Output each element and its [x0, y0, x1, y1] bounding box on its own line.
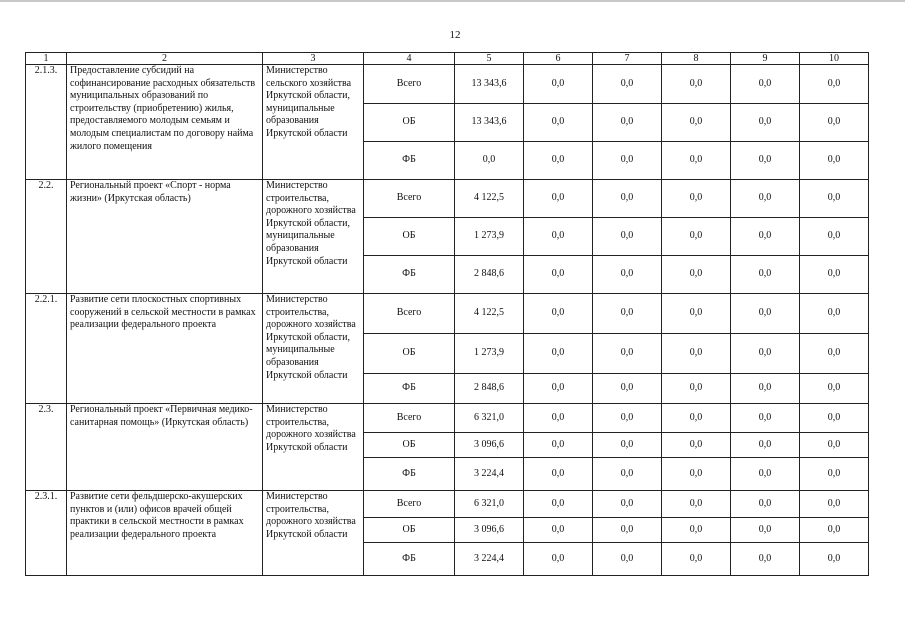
amount-cell: 2 848,6 — [455, 374, 524, 404]
column-number: 5 — [455, 53, 524, 65]
amount-cell: 0,0 — [731, 104, 800, 142]
amount-cell: 0,0 — [800, 65, 869, 104]
item-name: Региональный проект «Спорт - норма жизни» (Иркутская область) — [67, 180, 263, 294]
amount-cell: 0,0 — [662, 458, 731, 491]
amount-cell: 0,0 — [731, 374, 800, 404]
amount-cell: 0,0 — [524, 491, 593, 518]
item-code: 2.2. — [26, 180, 67, 294]
amount-cell: 0,0 — [662, 256, 731, 294]
table-row — [26, 294, 869, 334]
amount-cell: 0,0 — [593, 294, 662, 334]
amount-cell: 0,0 — [593, 374, 662, 404]
amount-cell: 0,0 — [800, 433, 869, 458]
amount-cell: 0,0 — [800, 491, 869, 518]
amount-cell: 0,0 — [524, 334, 593, 374]
responsible-org: Министерство строительства, дорожного хозяйства Иркутской области, муниципальные образования Иркутской области — [263, 294, 364, 404]
amount-cell: 0,0 — [662, 294, 731, 334]
amount-cell: 0,0 — [731, 543, 800, 576]
amount-cell: 0,0 — [731, 218, 800, 256]
amount-cell: 0,0 — [524, 433, 593, 458]
amount-cell: 2 848,6 — [455, 256, 524, 294]
amount-cell: 0,0 — [731, 518, 800, 543]
column-number: 6 — [524, 53, 593, 65]
amount-cell: 0,0 — [731, 180, 800, 218]
column-number: 3 — [263, 53, 364, 65]
amount-cell: 0,0 — [800, 104, 869, 142]
responsible-org: Министерство строительства, дорожного хозяйства Иркутской области — [263, 491, 364, 576]
amount-cell: 0,0 — [800, 404, 869, 433]
amount-cell: 0,0 — [524, 104, 593, 142]
amount-cell: 0,0 — [524, 218, 593, 256]
item-name: Развитие сети плоскостных спортивных сооружений в сельской местности в рамках реализации федерального проекта — [67, 294, 263, 404]
amount-cell: 0,0 — [593, 433, 662, 458]
amount-cell: 3 096,6 — [455, 433, 524, 458]
amount-cell: 0,0 — [593, 334, 662, 374]
amount-cell: 0,0 — [800, 256, 869, 294]
amount-cell: 0,0 — [662, 218, 731, 256]
column-number: 8 — [662, 53, 731, 65]
item-code: 2.3.1. — [26, 491, 67, 576]
responsible-org: Министерство строительства, дорожного хозяйства Иркутской области, муниципальные образования Иркутской области — [263, 180, 364, 294]
amount-cell: 0,0 — [593, 65, 662, 104]
column-number: 1 — [26, 53, 67, 65]
amount-cell: 0,0 — [524, 543, 593, 576]
amount-cell: 0,0 — [524, 256, 593, 294]
responsible-org: Министерство сельского хозяйства Иркутской области, муниципальные образования Иркутской области — [263, 65, 364, 180]
amount-cell: 0,0 — [800, 294, 869, 334]
amount-cell: 13 343,6 — [455, 104, 524, 142]
amount-cell: 6 321,0 — [455, 404, 524, 433]
funding-source: ОБ — [364, 104, 455, 142]
funding-source: ФБ — [364, 256, 455, 294]
amount-cell: 0,0 — [662, 404, 731, 433]
amount-cell: 0,0 — [593, 256, 662, 294]
amount-cell: 0,0 — [662, 334, 731, 374]
amount-cell: 4 122,5 — [455, 294, 524, 334]
amount-cell: 0,0 — [662, 374, 731, 404]
funding-source: ОБ — [364, 518, 455, 543]
amount-cell: 0,0 — [593, 491, 662, 518]
amount-cell: 0,0 — [593, 104, 662, 142]
amount-cell: 4 122,5 — [455, 180, 524, 218]
page-top-rule — [0, 0, 905, 2]
item-code: 2.3. — [26, 404, 67, 491]
amount-cell: 0,0 — [593, 458, 662, 491]
amount-cell: 0,0 — [662, 65, 731, 104]
amount-cell: 0,0 — [800, 458, 869, 491]
funding-source: Всего — [364, 404, 455, 433]
amount-cell: 0,0 — [524, 404, 593, 433]
amount-cell: 0,0 — [662, 180, 731, 218]
amount-cell: 0,0 — [800, 218, 869, 256]
amount-cell: 0,0 — [731, 256, 800, 294]
item-name: Предоставление субсидий на софинансирование расходных обязательств муниципальных образований по строительству (приобретению) жилья, предоставляемого молодым семьям и молодым специалистам по договору найма жилого помещения — [67, 65, 263, 180]
budget-table — [25, 52, 869, 576]
amount-cell: 0,0 — [800, 543, 869, 576]
amount-cell: 0,0 — [593, 543, 662, 576]
amount-cell: 0,0 — [662, 543, 731, 576]
amount-cell: 0,0 — [593, 404, 662, 433]
amount-cell: 0,0 — [524, 518, 593, 543]
funding-source: ФБ — [364, 458, 455, 491]
funding-source: ОБ — [364, 334, 455, 374]
amount-cell: 0,0 — [731, 334, 800, 374]
amount-cell: 0,0 — [524, 65, 593, 104]
amount-cell: 1 273,9 — [455, 334, 524, 374]
amount-cell: 0,0 — [524, 180, 593, 218]
funding-source: Всего — [364, 294, 455, 334]
amount-cell: 0,0 — [731, 458, 800, 491]
amount-cell: 1 273,9 — [455, 218, 524, 256]
amount-cell: 0,0 — [662, 491, 731, 518]
amount-cell: 0,0 — [593, 218, 662, 256]
funding-source: ОБ — [364, 218, 455, 256]
amount-cell: 0,0 — [800, 518, 869, 543]
amount-cell: 0,0 — [593, 180, 662, 218]
amount-cell: 0,0 — [731, 491, 800, 518]
table-body — [26, 53, 869, 576]
item-name: Региональный проект «Первичная медико-санитарная помощь» (Иркутская область) — [67, 404, 263, 491]
amount-cell: 0,0 — [731, 142, 800, 180]
item-name: Развитие сети фельдшерско-акушерских пунктов и (или) офисов врачей общей практики в сельской местности в рамках реализации федерального проекта — [67, 491, 263, 576]
amount-cell: 0,0 — [731, 404, 800, 433]
funding-source: Всего — [364, 180, 455, 218]
funding-source: ОБ — [364, 433, 455, 458]
amount-cell: 3 096,6 — [455, 518, 524, 543]
funding-source: Всего — [364, 491, 455, 518]
amount-cell: 0,0 — [593, 518, 662, 543]
amount-cell: 0,0 — [593, 142, 662, 180]
amount-cell: 0,0 — [800, 374, 869, 404]
funding-source: Всего — [364, 65, 455, 104]
amount-cell: 0,0 — [455, 142, 524, 180]
column-number: 7 — [593, 53, 662, 65]
amount-cell: 0,0 — [662, 104, 731, 142]
amount-cell: 6 321,0 — [455, 491, 524, 518]
table-row — [26, 491, 869, 518]
funding-source: ФБ — [364, 543, 455, 576]
amount-cell: 0,0 — [800, 334, 869, 374]
table-row — [26, 65, 869, 104]
column-number: 9 — [731, 53, 800, 65]
amount-cell: 0,0 — [524, 374, 593, 404]
amount-cell: 0,0 — [662, 142, 731, 180]
column-number: 4 — [364, 53, 455, 65]
page-number: 12 — [449, 29, 461, 41]
funding-source: ФБ — [364, 374, 455, 404]
amount-cell: 0,0 — [524, 142, 593, 180]
column-number: 10 — [800, 53, 869, 65]
table-row — [26, 180, 869, 218]
amount-cell: 0,0 — [731, 294, 800, 334]
funding-source: ФБ — [364, 142, 455, 180]
amount-cell: 0,0 — [524, 458, 593, 491]
item-code: 2.2.1. — [26, 294, 67, 404]
amount-cell: 0,0 — [800, 180, 869, 218]
amount-cell: 0,0 — [662, 518, 731, 543]
amount-cell: 0,0 — [731, 65, 800, 104]
amount-cell: 0,0 — [524, 294, 593, 334]
amount-cell: 0,0 — [800, 142, 869, 180]
amount-cell: 0,0 — [731, 433, 800, 458]
table-row — [26, 404, 869, 433]
amount-cell: 3 224,4 — [455, 458, 524, 491]
amount-cell: 13 343,6 — [455, 65, 524, 104]
column-number-row — [26, 53, 869, 65]
column-number: 2 — [67, 53, 263, 65]
amount-cell: 3 224,4 — [455, 543, 524, 576]
amount-cell: 0,0 — [662, 433, 731, 458]
item-code: 2.1.3. — [26, 65, 67, 180]
responsible-org: Министерство строительства, дорожного хозяйства Иркутской области — [263, 404, 364, 491]
